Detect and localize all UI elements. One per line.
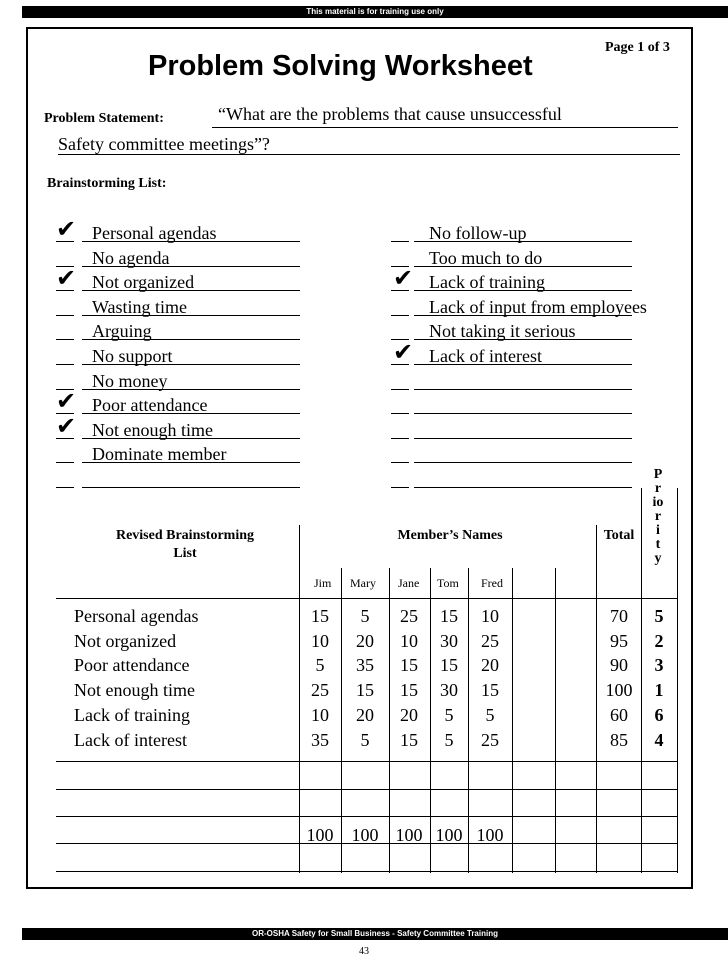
top-banner-text: This material is for training use only — [306, 7, 444, 16]
score-cell: 15 — [311, 606, 329, 626]
score-cell: 5 — [485, 704, 495, 725]
brainstorm-item: Wasting time — [92, 296, 188, 317]
column-total: 100 — [306, 825, 334, 845]
score-cell: 15 — [440, 655, 458, 676]
checkmark-icon: ✔ — [56, 413, 77, 440]
top-banner — [22, 6, 728, 18]
brainstorm-item: Too much to do — [429, 247, 543, 268]
table-rule — [56, 816, 678, 817]
brainstorm-item: Arguing — [92, 321, 152, 342]
score-cell: 20 — [356, 704, 374, 725]
blank-dash — [56, 339, 74, 340]
table-divider — [555, 568, 556, 873]
revised-item: Not organized — [74, 630, 177, 651]
brainstorm-item: Lack of training — [429, 272, 545, 293]
page-label: Page 1 of 3 — [605, 40, 670, 55]
table-rule — [56, 598, 678, 599]
column-total: 100 — [435, 825, 463, 845]
blank-dash — [391, 241, 409, 242]
blank-dash — [391, 438, 409, 439]
member-name: Jim — [314, 576, 332, 590]
score-cell: 5 — [315, 655, 325, 676]
blank-dash — [391, 462, 409, 463]
table-rule — [56, 789, 678, 790]
priority-cell: 6 — [654, 704, 664, 725]
footer-banner-text: OR-OSHA Safety for Small Business - Safety Committee Training — [252, 929, 498, 938]
column-total: 100 — [395, 825, 423, 845]
checkmark-icon: ✔ — [56, 217, 77, 243]
entry-line — [414, 462, 632, 463]
entry-line — [414, 389, 632, 390]
score-cell: 5 — [444, 729, 454, 750]
blank-dash — [56, 315, 74, 316]
brainstorm-item: Poor attendance — [92, 395, 208, 416]
score-cell: 5 — [360, 606, 370, 626]
score-cell: 20 — [400, 704, 418, 725]
brainstorm-item: No follow-up — [429, 223, 527, 243]
table-divider — [596, 525, 597, 873]
problem-line-2 — [58, 154, 680, 155]
blank-dash — [391, 487, 409, 488]
problem-line-1 — [212, 127, 678, 128]
member-name: Tom — [437, 576, 459, 590]
entry-line — [82, 487, 300, 488]
brainstorm-item: Personal agendas — [92, 223, 217, 243]
score-cell: 15 — [400, 655, 418, 676]
table-rule — [56, 761, 678, 762]
total-cell: 70 — [610, 606, 628, 626]
member-name: Fred — [481, 576, 503, 590]
blank-dash — [56, 364, 74, 365]
brainstorm-item: Lack of interest — [429, 346, 542, 366]
score-cell: 25 — [400, 606, 418, 626]
total-header: Total — [603, 528, 635, 543]
page-number: 43 — [359, 946, 369, 957]
score-cell: 10 — [481, 606, 499, 626]
priority-header: P r io r i t y — [652, 467, 664, 566]
brainstorm-item: Not enough time — [92, 419, 213, 440]
problem-statement-line1: “What are the problems that cause unsuccessful — [218, 104, 562, 124]
total-cell: 100 — [605, 680, 633, 701]
column-total: 100 — [476, 825, 504, 845]
score-cell: 5 — [360, 729, 370, 750]
score-cell: 35 — [311, 729, 329, 750]
blank-dash — [391, 315, 409, 316]
table-divider — [512, 568, 513, 873]
entry-line — [414, 413, 632, 414]
checkmark-icon: ✔ — [393, 340, 414, 366]
brainstorming-label: Brainstorming List: — [47, 176, 167, 191]
brainstorm-item: Not taking it serious — [429, 321, 576, 342]
score-cell: 10 — [400, 630, 418, 651]
priority-cell: 4 — [654, 729, 664, 750]
revised-list-header: Revised Brainstorming List — [115, 528, 255, 561]
revised-item: Lack of training — [74, 704, 190, 725]
score-cell: 5 — [444, 704, 454, 725]
problem-statement-line2: Safety committee meetings”? — [58, 134, 270, 154]
blank-dash — [391, 389, 409, 390]
score-cell: 15 — [356, 680, 374, 701]
brainstorm-item: No support — [92, 346, 173, 366]
score-cell: 10 — [311, 630, 329, 651]
brainstorm-item: Lack of input from employees — [429, 296, 647, 317]
score-cell: 15 — [440, 606, 458, 626]
total-cell: 95 — [610, 630, 628, 651]
score-cell: 25 — [311, 680, 329, 701]
column-total: 100 — [351, 825, 379, 845]
members-header: Member’s Names — [397, 528, 503, 543]
table-rule — [56, 871, 678, 872]
score-cell: 20 — [356, 630, 374, 651]
member-name: Mary — [350, 576, 376, 590]
score-cell: 35 — [356, 655, 374, 676]
total-cell: 85 — [610, 729, 628, 750]
priority-cell: 2 — [654, 630, 664, 651]
score-cell: 15 — [400, 680, 418, 701]
checkmark-icon: ✔ — [393, 266, 414, 293]
score-cell: 25 — [481, 729, 499, 750]
checkmark-icon: ✔ — [56, 389, 77, 416]
priority-cell: 5 — [654, 606, 664, 626]
blank-dash — [391, 413, 409, 414]
entry-line — [414, 438, 632, 439]
priority-cell: 3 — [654, 655, 664, 676]
score-cell: 15 — [481, 680, 499, 701]
checkmark-icon: ✔ — [56, 266, 77, 293]
revised-item: Not enough time — [74, 680, 195, 701]
entry-line — [414, 487, 632, 488]
score-cell: 25 — [481, 630, 499, 651]
score-cell: 30 — [440, 630, 458, 651]
priority-cell: 1 — [654, 680, 664, 701]
problem-statement-label: Problem Statement: — [44, 111, 164, 126]
brainstorm-item: Not organized — [92, 272, 195, 293]
brainstorm-item: No money — [92, 370, 168, 391]
total-cell: 60 — [610, 704, 628, 725]
total-cell: 90 — [610, 655, 628, 676]
revised-item: Lack of interest — [74, 729, 187, 750]
score-cell: 30 — [440, 680, 458, 701]
brainstorm-item: Dominate member — [92, 444, 227, 465]
revised-item: Personal agendas — [74, 606, 199, 626]
score-cell: 15 — [400, 729, 418, 750]
brainstorm-item: No agenda — [92, 247, 170, 268]
revised-item: Poor attendance — [74, 655, 190, 676]
member-name: Jane — [398, 576, 420, 590]
blank-dash — [56, 487, 74, 488]
footer-banner — [22, 928, 728, 940]
score-cell: 10 — [311, 704, 329, 725]
score-cell: 20 — [481, 655, 499, 676]
blank-dash — [56, 462, 74, 463]
page-title: Problem Solving Worksheet — [148, 50, 533, 82]
